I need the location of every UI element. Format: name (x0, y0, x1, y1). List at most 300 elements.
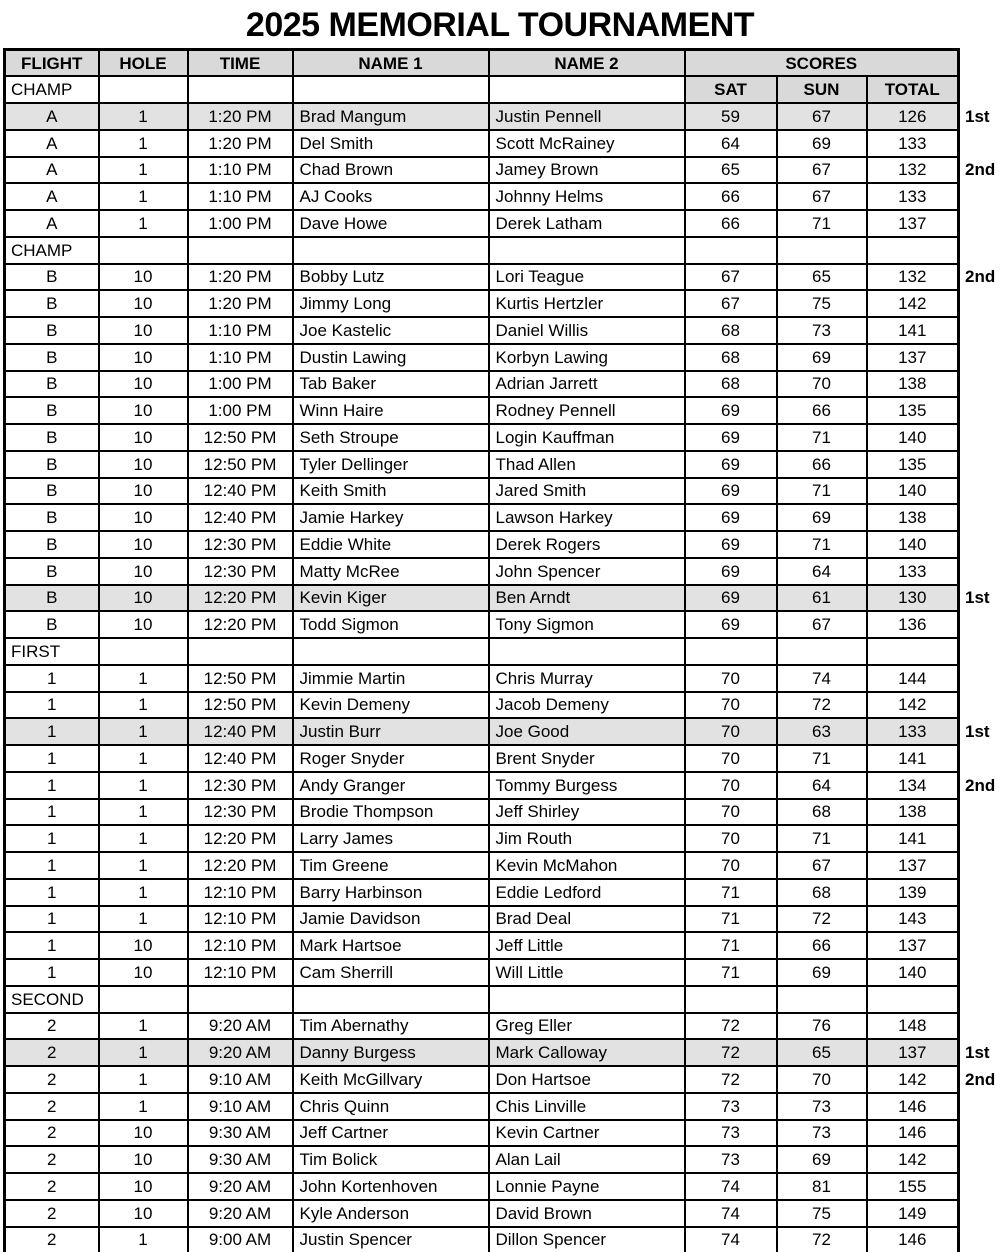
cell-total: 144 (867, 665, 959, 692)
section-row (5, 986, 1000, 1013)
cell-hole: 1 (99, 1066, 188, 1093)
cell-flight: B (5, 504, 99, 531)
cell-sun: 61 (777, 585, 867, 612)
cell-time: 12:30 PM (188, 799, 293, 826)
cell-hole: 10 (99, 1120, 188, 1147)
cell-name1: Keith Smith (293, 478, 489, 505)
place-marker (959, 558, 1000, 585)
team-row (5, 959, 1000, 986)
cell-name1: Tyler Dellinger (293, 451, 489, 478)
team-row (5, 1093, 1000, 1120)
team-row (5, 585, 1000, 612)
cell-sun: 76 (777, 1013, 867, 1040)
cell-time: 1:10 PM (188, 183, 293, 210)
cell-sat: 68 (685, 371, 777, 398)
cell-time: 12:10 PM (188, 959, 293, 986)
cell-sun: 81 (777, 1173, 867, 1200)
team-row (5, 290, 1000, 317)
cell-sat: 65 (685, 157, 777, 184)
cell-sun: 65 (777, 264, 867, 291)
place-marker (959, 237, 1000, 264)
page-title: 2025 MEMORIAL TOURNAMENT (245, 6, 755, 44)
cell-total: 133 (867, 183, 959, 210)
cell-name1: Brad Mangum (293, 103, 489, 130)
place-marker (959, 1227, 1000, 1252)
cell-sat: 66 (685, 183, 777, 210)
cell-sun: 72 (777, 906, 867, 933)
cell-time: 1:10 PM (188, 317, 293, 344)
cell-sat: 74 (685, 1227, 777, 1252)
cell-flight: 1 (5, 959, 99, 986)
cell-hole: 1 (99, 665, 188, 692)
cell-name1: Jamie Harkey (293, 504, 489, 531)
cell-flight: 2 (5, 1173, 99, 1200)
cell-name2: Lori Teague (489, 264, 685, 291)
cell-flight: B (5, 424, 99, 451)
cell-name2: Jeff Little (489, 932, 685, 959)
team-row (5, 1146, 1000, 1173)
cell-name2: Joe Good (489, 718, 685, 745)
cell-hole: 10 (99, 451, 188, 478)
cell-name2: Derek Rogers (489, 531, 685, 558)
team-row (5, 745, 1000, 772)
team-row (5, 371, 1000, 398)
cell-hole: 1 (99, 1013, 188, 1040)
cell-hole: 10 (99, 558, 188, 585)
cell-hole: 10 (99, 371, 188, 398)
cell-hole: 10 (99, 290, 188, 317)
cell-hole: 1 (99, 1093, 188, 1120)
team-row (5, 478, 1000, 505)
cell-sun: 71 (777, 745, 867, 772)
place-marker: 1st (959, 585, 1000, 612)
place-marker (959, 1173, 1000, 1200)
cell-total: 140 (867, 478, 959, 505)
cell-name2: Mark Calloway (489, 1039, 685, 1066)
cell-sun: 66 (777, 451, 867, 478)
cell-sat: 70 (685, 745, 777, 772)
cell-sat: 74 (685, 1200, 777, 1227)
empty-cell (489, 76, 685, 103)
cell-hole: 1 (99, 1039, 188, 1066)
team-row (5, 451, 1000, 478)
team-row (5, 531, 1000, 558)
cell-flight: B (5, 371, 99, 398)
cell-name1: Keith McGillvary (293, 1066, 489, 1093)
cell-name1: Mark Hartsoe (293, 932, 489, 959)
team-row (5, 210, 1000, 237)
cell-total: 146 (867, 1093, 959, 1120)
cell-total: 146 (867, 1120, 959, 1147)
cell-hole: 1 (99, 825, 188, 852)
cell-sat: 72 (685, 1066, 777, 1093)
cell-name2 (489, 986, 685, 1013)
place-marker (959, 1200, 1000, 1227)
cell-time: 9:20 AM (188, 1200, 293, 1227)
cell-hole: 1 (99, 103, 188, 130)
cell-name1: Del Smith (293, 130, 489, 157)
cell-total: 146 (867, 1227, 959, 1252)
cell-name2: Greg Eller (489, 1013, 685, 1040)
cell-sat: 69 (685, 504, 777, 531)
cell-hole: 1 (99, 210, 188, 237)
cell-total (867, 237, 959, 264)
cell-sat: 71 (685, 906, 777, 933)
cell-hole (99, 237, 188, 264)
cell-name2: Don Hartsoe (489, 1066, 685, 1093)
cell-hole: 10 (99, 1173, 188, 1200)
cell-sat: 59 (685, 103, 777, 130)
place-marker (959, 397, 1000, 424)
cell-sun: 72 (777, 1227, 867, 1252)
cell-time: 12:40 PM (188, 745, 293, 772)
cell-flight: 1 (5, 852, 99, 879)
cell-time: 1:20 PM (188, 103, 293, 130)
team-row (5, 424, 1000, 451)
cell-total: 138 (867, 799, 959, 826)
place-marker (959, 852, 1000, 879)
cell-sat: 69 (685, 558, 777, 585)
cell-flight: 2 (5, 1227, 99, 1252)
cell-sat: 69 (685, 478, 777, 505)
header-row (5, 50, 1000, 77)
place-marker (959, 611, 1000, 638)
cell-name1: Eddie White (293, 531, 489, 558)
cell-name2: Lawson Harkey (489, 504, 685, 531)
cell-name2: David Brown (489, 1200, 685, 1227)
cell-time (188, 237, 293, 264)
cell-name1: Winn Haire (293, 397, 489, 424)
cell-sun: 65 (777, 1039, 867, 1066)
cell-flight: 2 (5, 1013, 99, 1040)
cell-sat: 70 (685, 718, 777, 745)
team-row (5, 397, 1000, 424)
col-header-flight: FLIGHT (5, 50, 99, 77)
cell-flight: 1 (5, 879, 99, 906)
cell-hole: 10 (99, 478, 188, 505)
team-row (5, 558, 1000, 585)
cell-flight: B (5, 290, 99, 317)
place-marker (959, 932, 1000, 959)
cell-flight: A (5, 130, 99, 157)
team-row (5, 852, 1000, 879)
cell-name2: Dillon Spencer (489, 1227, 685, 1252)
cell-total: 137 (867, 852, 959, 879)
cell-flight: 1 (5, 745, 99, 772)
cell-sun: 67 (777, 157, 867, 184)
cell-name1: Barry Harbinson (293, 879, 489, 906)
cell-time: 12:50 PM (188, 424, 293, 451)
results-table (3, 48, 1000, 1252)
place-marker (959, 451, 1000, 478)
cell-hole: 1 (99, 772, 188, 799)
cell-total: 140 (867, 959, 959, 986)
cell-sat: 74 (685, 1173, 777, 1200)
team-row (5, 932, 1000, 959)
col-header-sat: SAT (685, 76, 777, 103)
team-row (5, 317, 1000, 344)
place-marker (959, 1120, 1000, 1147)
cell-name2: Adrian Jarrett (489, 371, 685, 398)
cell-total: 142 (867, 290, 959, 317)
cell-total: 141 (867, 745, 959, 772)
place-marker: 1st (959, 1039, 1000, 1066)
cell-time: 9:20 AM (188, 1039, 293, 1066)
cell-sat: 70 (685, 852, 777, 879)
cell-name2: Jim Routh (489, 825, 685, 852)
cell-sun: 67 (777, 183, 867, 210)
cell-total: 137 (867, 210, 959, 237)
cell-hole: 10 (99, 1146, 188, 1173)
cell-hole: 1 (99, 1227, 188, 1252)
cell-sun: 71 (777, 531, 867, 558)
cell-name2: Jared Smith (489, 478, 685, 505)
cell-sun: 67 (777, 611, 867, 638)
results-tbody (5, 103, 1000, 1252)
cell-sun: 75 (777, 1200, 867, 1227)
cell-sat: 70 (685, 825, 777, 852)
cell-total: 132 (867, 157, 959, 184)
cell-flight: 2 (5, 1120, 99, 1147)
cell-name1: Dave Howe (293, 210, 489, 237)
cell-name1: Kevin Kiger (293, 585, 489, 612)
cell-hole: 1 (99, 183, 188, 210)
cell-name2: Brad Deal (489, 906, 685, 933)
cell-total: 140 (867, 531, 959, 558)
cell-name2: Tony Sigmon (489, 611, 685, 638)
cell-sun: 73 (777, 317, 867, 344)
cell-name2 (489, 237, 685, 264)
cell-total: 142 (867, 1066, 959, 1093)
team-row (5, 772, 1000, 799)
cell-sat: 68 (685, 317, 777, 344)
place-marker (959, 478, 1000, 505)
place-marker (959, 745, 1000, 772)
cell-name2: Chis Linville (489, 1093, 685, 1120)
place-marker (959, 986, 1000, 1013)
cell-sat: 72 (685, 1013, 777, 1040)
cell-sun: 68 (777, 879, 867, 906)
place-marker (959, 959, 1000, 986)
cell-name2: Tommy Burgess (489, 772, 685, 799)
place-marker: 2nd (959, 157, 1000, 184)
place-marker: 1st (959, 718, 1000, 745)
cell-hole: 1 (99, 718, 188, 745)
cell-name2: Will Little (489, 959, 685, 986)
cell-name2: Brent Snyder (489, 745, 685, 772)
place-gutter (959, 50, 1000, 77)
place-marker (959, 424, 1000, 451)
cell-flight: 1 (5, 906, 99, 933)
cell-hole: 1 (99, 852, 188, 879)
cell-time: 12:50 PM (188, 451, 293, 478)
cell-time: 9:30 AM (188, 1146, 293, 1173)
place-marker (959, 504, 1000, 531)
cell-time: 12:30 PM (188, 772, 293, 799)
cell-sat: 67 (685, 290, 777, 317)
team-row (5, 665, 1000, 692)
cell-flight: B (5, 451, 99, 478)
cell-name2: Kevin Cartner (489, 1120, 685, 1147)
place-marker (959, 344, 1000, 371)
place-marker: 2nd (959, 772, 1000, 799)
team-row (5, 1120, 1000, 1147)
cell-name1: Matty McRee (293, 558, 489, 585)
cell-sat: 69 (685, 531, 777, 558)
col-header-total: TOTAL (867, 76, 959, 103)
section-row (5, 638, 1000, 665)
cell-time: 12:40 PM (188, 504, 293, 531)
cell-name1: Cam Sherrill (293, 959, 489, 986)
cell-time (188, 638, 293, 665)
cell-name1: Jamie Davidson (293, 906, 489, 933)
team-row (5, 504, 1000, 531)
place-marker (959, 799, 1000, 826)
cell-sun (777, 237, 867, 264)
cell-name1: Andy Granger (293, 772, 489, 799)
cell-name1: Tim Greene (293, 852, 489, 879)
cell-sun: 73 (777, 1120, 867, 1147)
cell-total: 142 (867, 1146, 959, 1173)
cell-name2: Kurtis Hertzler (489, 290, 685, 317)
cell-hole (99, 986, 188, 1013)
cell-name2: Thad Allen (489, 451, 685, 478)
cell-time: 1:00 PM (188, 371, 293, 398)
cell-hole: 1 (99, 799, 188, 826)
team-row (5, 799, 1000, 826)
col-header-sun: SUN (777, 76, 867, 103)
cell-sun: 73 (777, 1093, 867, 1120)
cell-total (867, 638, 959, 665)
cell-name1: Tim Abernathy (293, 1013, 489, 1040)
cell-hole: 10 (99, 959, 188, 986)
cell-name1: Todd Sigmon (293, 611, 489, 638)
col-header-time: TIME (188, 50, 293, 77)
cell-sun: 67 (777, 103, 867, 130)
empty-cell (188, 76, 293, 103)
cell-sat: 64 (685, 130, 777, 157)
col-header-hole: HOLE (99, 50, 188, 77)
team-row (5, 1200, 1000, 1227)
cell-time: 12:10 PM (188, 932, 293, 959)
cell-time: 1:20 PM (188, 290, 293, 317)
place-marker (959, 638, 1000, 665)
place-marker (959, 1013, 1000, 1040)
place-marker: 1st (959, 103, 1000, 130)
cell-sat (685, 986, 777, 1013)
cell-name1: AJ Cooks (293, 183, 489, 210)
cell-name1 (293, 237, 489, 264)
cell-sun (777, 638, 867, 665)
team-row (5, 183, 1000, 210)
cell-hole: 10 (99, 531, 188, 558)
cell-sun: 74 (777, 665, 867, 692)
cell-time: 1:10 PM (188, 157, 293, 184)
place-marker (959, 906, 1000, 933)
cell-total: 133 (867, 718, 959, 745)
empty-cell (99, 76, 188, 103)
cell-flight: B (5, 264, 99, 291)
cell-hole: 10 (99, 611, 188, 638)
cell-total: 135 (867, 397, 959, 424)
team-row (5, 1039, 1000, 1066)
cell-hole: 1 (99, 879, 188, 906)
cell-flight: 2 (5, 1066, 99, 1093)
cell-sat: 71 (685, 932, 777, 959)
cell-name2: John Spencer (489, 558, 685, 585)
cell-name2 (489, 638, 685, 665)
cell-name1: Roger Snyder (293, 745, 489, 772)
place-marker (959, 692, 1000, 719)
col-header-scores: SCORES (685, 50, 959, 77)
cell-name1: Danny Burgess (293, 1039, 489, 1066)
cell-sat: 70 (685, 665, 777, 692)
cell-time: 1:20 PM (188, 130, 293, 157)
cell-hole: 1 (99, 130, 188, 157)
cell-sun: 67 (777, 852, 867, 879)
cell-time: 1:20 PM (188, 264, 293, 291)
section-label: CHAMP (5, 237, 99, 264)
cell-name2: Kevin McMahon (489, 852, 685, 879)
cell-sun: 69 (777, 1146, 867, 1173)
cell-name1: Justin Spencer (293, 1227, 489, 1252)
cell-time: 9:10 AM (188, 1093, 293, 1120)
cell-name1: Bobby Lutz (293, 264, 489, 291)
cell-name1: John Kortenhoven (293, 1173, 489, 1200)
cell-sun: 70 (777, 1066, 867, 1093)
cell-sat: 68 (685, 344, 777, 371)
empty-cell (293, 76, 489, 103)
cell-time: 12:50 PM (188, 692, 293, 719)
cell-sat: 71 (685, 959, 777, 986)
cell-name1: Jimmie Martin (293, 665, 489, 692)
cell-hole: 10 (99, 317, 188, 344)
cell-name1: Jimmy Long (293, 290, 489, 317)
cell-name2: Scott McRainey (489, 130, 685, 157)
cell-flight: A (5, 103, 99, 130)
cell-total: 143 (867, 906, 959, 933)
cell-name1: Tim Bolick (293, 1146, 489, 1173)
place-marker (959, 290, 1000, 317)
team-row (5, 157, 1000, 184)
cell-sat: 70 (685, 799, 777, 826)
cell-total: 132 (867, 264, 959, 291)
team-row (5, 879, 1000, 906)
cell-name2: Eddie Ledford (489, 879, 685, 906)
col-header-name1: NAME 1 (293, 50, 489, 77)
cell-sun: 66 (777, 932, 867, 959)
cell-sat: 66 (685, 210, 777, 237)
cell-time: 1:10 PM (188, 344, 293, 371)
place-marker: 2nd (959, 264, 1000, 291)
cell-name2: Lonnie Payne (489, 1173, 685, 1200)
cell-name2: Johnny Helms (489, 183, 685, 210)
cell-name1: Chris Quinn (293, 1093, 489, 1120)
cell-sun: 71 (777, 825, 867, 852)
cell-flight: B (5, 558, 99, 585)
cell-total: 139 (867, 879, 959, 906)
cell-hole: 10 (99, 585, 188, 612)
cell-time (188, 986, 293, 1013)
cell-sun: 64 (777, 772, 867, 799)
cell-total: 137 (867, 932, 959, 959)
cell-total (867, 986, 959, 1013)
team-row (5, 718, 1000, 745)
cell-name2: Jamey Brown (489, 157, 685, 184)
cell-total: 140 (867, 424, 959, 451)
cell-total: 141 (867, 317, 959, 344)
cell-total: 133 (867, 558, 959, 585)
